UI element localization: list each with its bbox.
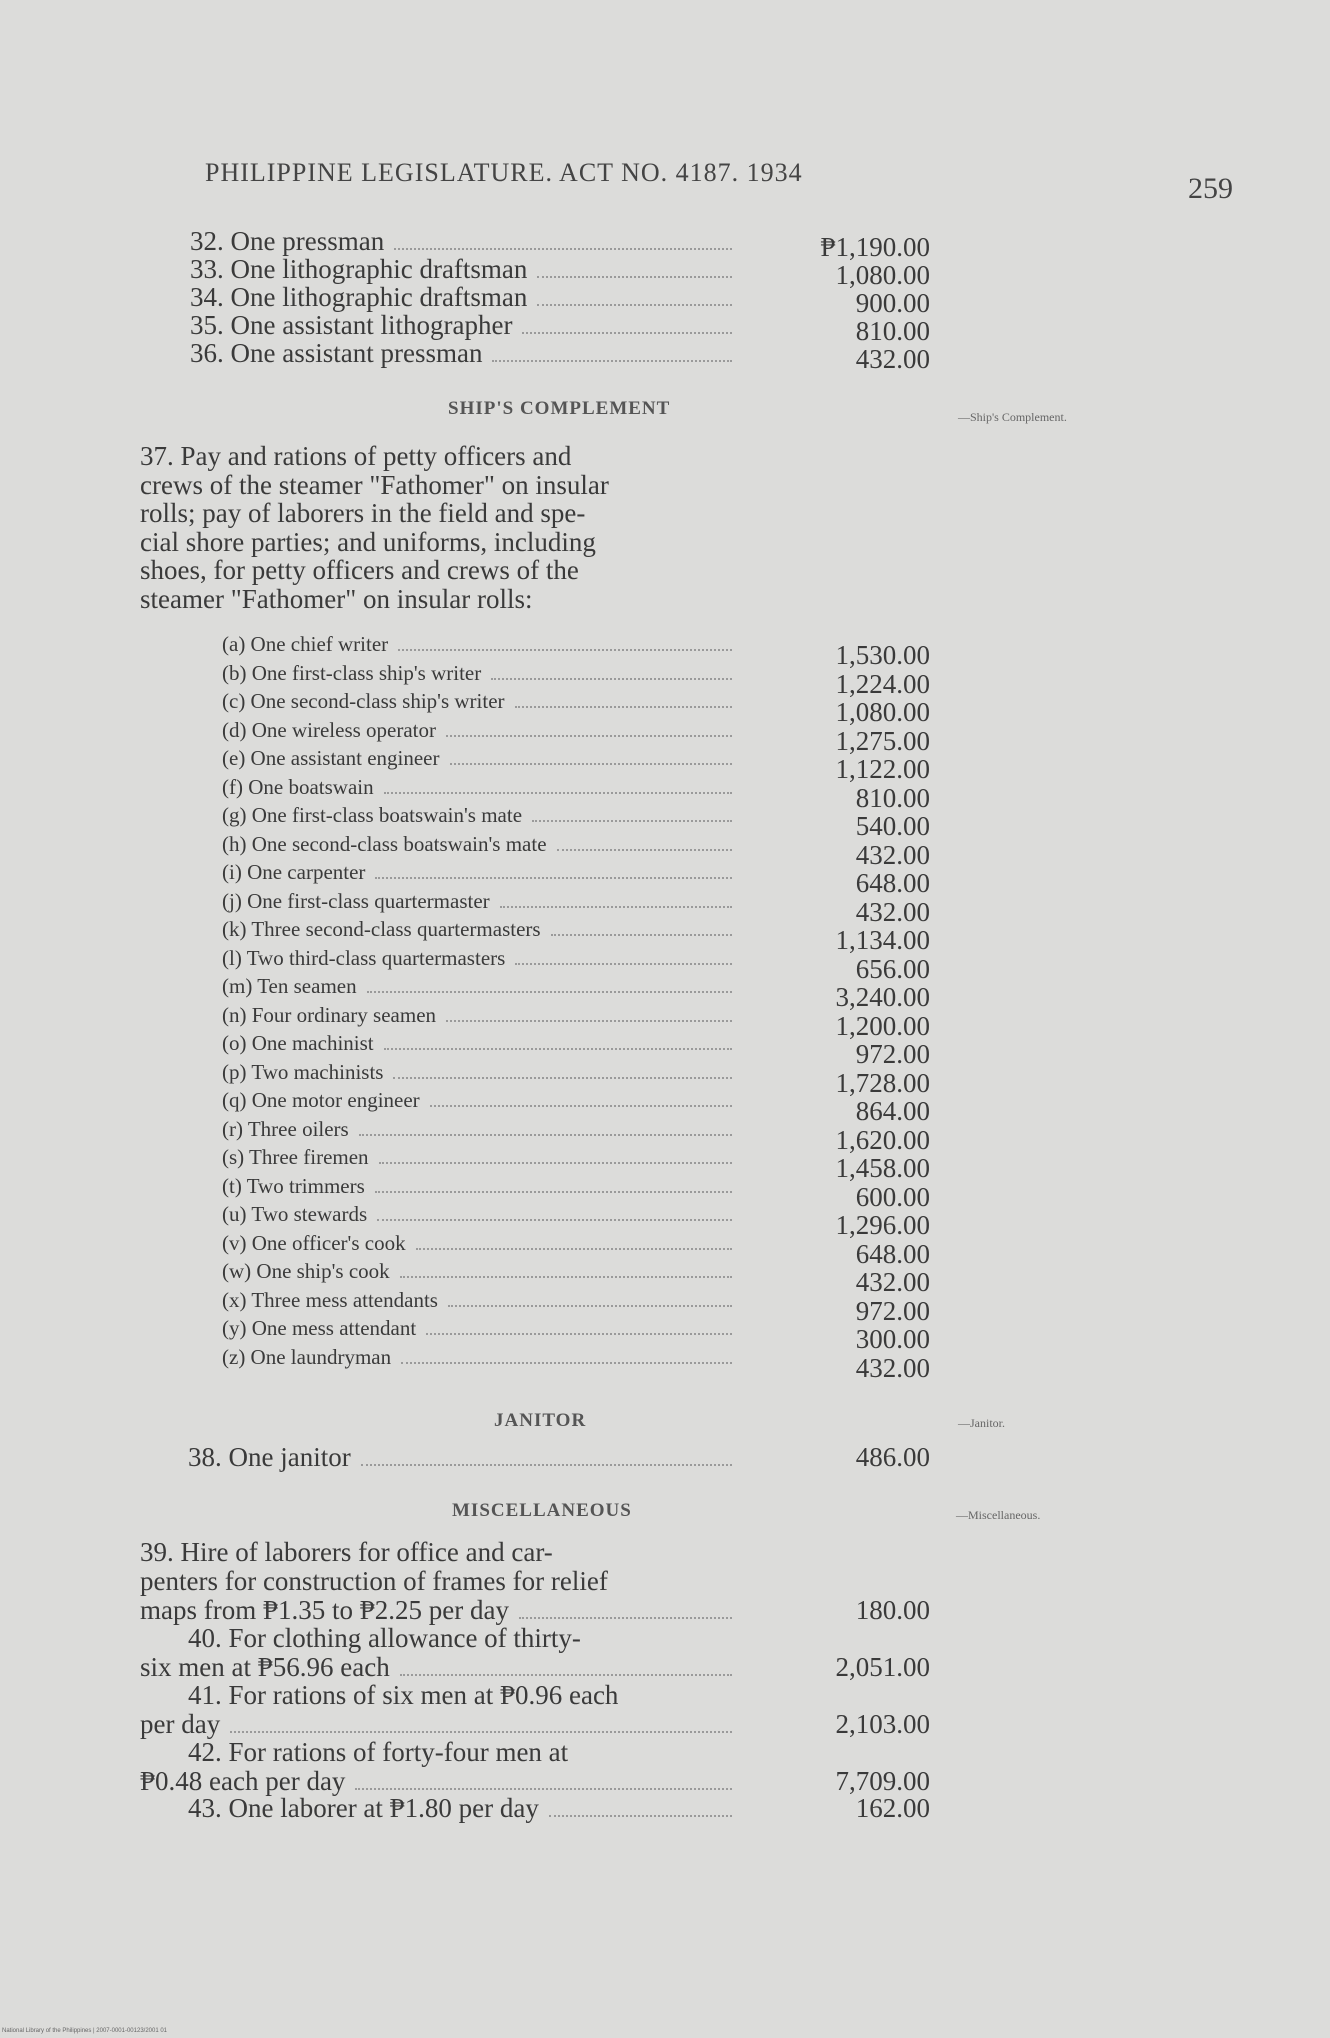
leader-dots	[400, 1674, 732, 1676]
leader-dots	[426, 1333, 732, 1335]
amount: ₱1,190.00	[820, 232, 930, 262]
amount: 648.00	[855, 868, 930, 898]
list-item: (w) One ship's cook	[222, 1259, 738, 1285]
leader-dots	[379, 1162, 732, 1164]
list-item: (c) One second-class ship's writer	[222, 689, 738, 715]
amount: 432.00	[855, 344, 930, 374]
paragraph-item-39: 39. Hire of laborers for office and car- penters for construction of frames for relief	[140, 1537, 608, 1596]
leader-dots	[515, 706, 732, 708]
section-heading-janitor: JANITOR	[494, 1410, 587, 1431]
leader-dots	[557, 849, 732, 851]
list-item: ₱0.48 each per day	[140, 1766, 738, 1797]
list-item: (d) One wireless operator	[222, 718, 738, 744]
amount: 810.00	[855, 782, 930, 813]
amount: 1,134.00	[835, 925, 930, 955]
amount: 540.00	[855, 811, 930, 841]
amount: 432.00	[855, 896, 930, 927]
leader-dots	[532, 820, 732, 822]
list-item: (a) One chief writer	[222, 632, 738, 658]
leader-dots	[367, 991, 732, 993]
list-item: (z) One laundryman	[222, 1345, 738, 1371]
leader-dots	[491, 678, 732, 680]
list-item: (o) One machinist	[222, 1031, 738, 1057]
list-item: 43. One laborer at ₱1.80 per day	[188, 1793, 738, 1824]
list-item: (r) Three oilers	[222, 1117, 738, 1143]
amount: 656.00	[855, 953, 930, 984]
amount: 162.00	[855, 1793, 930, 1823]
leader-dots	[359, 1134, 732, 1136]
leader-dots	[430, 1105, 732, 1107]
amount: 2,103.00	[835, 1709, 930, 1739]
margin-note: —Janitor.	[958, 1416, 1005, 1430]
leader-dots	[551, 934, 732, 936]
amount: 600.00	[855, 1181, 930, 1212]
paragraph-item-42: 42. For rations of forty-four men at	[188, 1737, 569, 1767]
leader-dots	[522, 332, 732, 334]
paragraph-item-41: 41. For rations of six men at ₱0.96 each	[188, 1680, 619, 1710]
leader-dots	[446, 1020, 732, 1022]
list-item: (g) One first-class boatswain's mate	[222, 803, 738, 829]
list-item: (k) Three second-class quartermasters	[222, 917, 738, 943]
list-item: 38. One janitor	[188, 1442, 738, 1473]
list-item: 34. One lithographic draftsman	[190, 282, 738, 313]
amount: 1,080.00	[835, 260, 930, 290]
list-item: (b) One first-class ship's writer	[222, 661, 738, 687]
list-item: (e) One assistant engineer	[222, 746, 738, 772]
margin-note: —Miscellaneous.	[956, 1508, 1041, 1522]
amount: 1,224.00	[835, 668, 930, 699]
amount: 900.00	[855, 288, 930, 318]
amount: 1,620.00	[835, 1124, 930, 1155]
list-item: (t) Two trimmers	[222, 1174, 738, 1200]
list-item: (f) One boatswain	[222, 775, 738, 801]
leader-dots	[537, 276, 732, 278]
amount: 2,051.00	[835, 1652, 930, 1682]
list-item: (u) Two stewards	[222, 1202, 738, 1228]
amount: 300.00	[855, 1324, 930, 1354]
page-number: 259	[1188, 172, 1233, 205]
leader-dots	[448, 1305, 732, 1307]
section-heading-miscellaneous: MISCELLANEOUS	[452, 1500, 632, 1521]
leader-dots	[398, 649, 732, 651]
leader-dots	[401, 1362, 732, 1364]
list-item: (h) One second-class boatswain's mate	[222, 832, 738, 858]
leader-dots	[230, 1731, 732, 1733]
leader-dots	[446, 735, 732, 737]
list-item: (y) One mess attendant	[222, 1316, 738, 1342]
list-item: (v) One officer's cook	[222, 1231, 738, 1257]
list-item: (s) Three firemen	[222, 1145, 738, 1171]
list-item: maps from ₱1.35 to ₱2.25 per day	[140, 1595, 738, 1626]
list-item: (j) One first-class quartermaster	[222, 889, 738, 915]
amount: 432.00	[855, 1352, 930, 1383]
leader-dots	[384, 792, 732, 794]
amount: 1,275.00	[835, 725, 930, 756]
list-item: (n) Four ordinary seamen	[222, 1003, 738, 1029]
list-item: six men at ₱56.96 each	[140, 1652, 738, 1683]
amount: 1,458.00	[835, 1153, 930, 1183]
amount: 864.00	[855, 1096, 930, 1126]
amount: 1,080.00	[835, 697, 930, 727]
section-heading-ships-complement: SHIP'S COMPLEMENT	[448, 398, 671, 419]
leader-dots	[394, 248, 732, 250]
leader-dots	[519, 1617, 732, 1619]
leader-dots	[537, 304, 732, 306]
list-item: (i) One carpenter	[222, 860, 738, 886]
scan-footer: National Library of the Philippines | 2007-0001-00123/2001 01	[2, 2028, 168, 2034]
list-item: per day	[140, 1709, 738, 1740]
list-item: 33. One lithographic draftsman	[190, 254, 738, 285]
list-item: 35. One assistant lithographer	[190, 310, 738, 341]
leader-dots	[492, 360, 732, 362]
leader-dots	[361, 1464, 732, 1466]
list-item: (q) One motor engineer	[222, 1088, 738, 1114]
amount: 3,240.00	[835, 982, 930, 1012]
leader-dots	[416, 1248, 732, 1250]
leader-dots	[549, 1815, 732, 1817]
amount: 7,709.00	[835, 1766, 930, 1796]
list-item: (p) Two machinists	[222, 1060, 738, 1086]
amount: 432.00	[855, 839, 930, 870]
leader-dots	[375, 877, 732, 879]
paragraph-item-37: 37. Pay and rations of petty officers and crews of the steamer "Fathomer" on insular rolls; pay of laborers in the field and spe- cial shore parties; and uniforms, including shoes, for petty officers and crews of the steamer "Fathomer" on insular rolls:	[140, 441, 609, 614]
leader-dots	[400, 1276, 732, 1278]
leader-dots	[384, 1048, 732, 1050]
amount: 432.00	[855, 1267, 930, 1297]
list-item: (x) Three mess attendants	[222, 1288, 738, 1314]
leader-dots	[515, 963, 732, 965]
list-item: 32. One pressman	[190, 226, 738, 257]
list-item: (m) Ten seamen	[222, 974, 738, 1000]
leader-dots	[450, 763, 733, 765]
amount: 972.00	[855, 1039, 930, 1069]
list-item: 36. One assistant pressman	[190, 338, 738, 369]
paragraph-item-40: 40. For clothing allowance of thirty-	[188, 1623, 581, 1653]
amount: 1,122.00	[835, 754, 930, 784]
margin-note: —Ship's Complement.	[958, 410, 1067, 424]
running-header: PHILIPPINE LEGISLATURE. ACT NO. 4187. 1934	[205, 158, 803, 187]
leader-dots	[500, 906, 732, 908]
leader-dots	[355, 1788, 732, 1790]
amount: 1,530.00	[835, 640, 930, 670]
amount: 972.00	[855, 1295, 930, 1326]
amount: 486.00	[855, 1442, 930, 1472]
amount: 810.00	[855, 316, 930, 346]
leader-dots	[375, 1191, 732, 1193]
amount: 180.00	[855, 1595, 930, 1625]
amount: 1,296.00	[835, 1210, 930, 1240]
amount: 1,728.00	[835, 1067, 930, 1098]
amount: 648.00	[855, 1238, 930, 1269]
list-item: (l) Two third-class quartermasters	[222, 946, 738, 972]
amount: 1,200.00	[835, 1010, 930, 1041]
leader-dots	[393, 1077, 732, 1079]
leader-dots	[377, 1219, 732, 1221]
